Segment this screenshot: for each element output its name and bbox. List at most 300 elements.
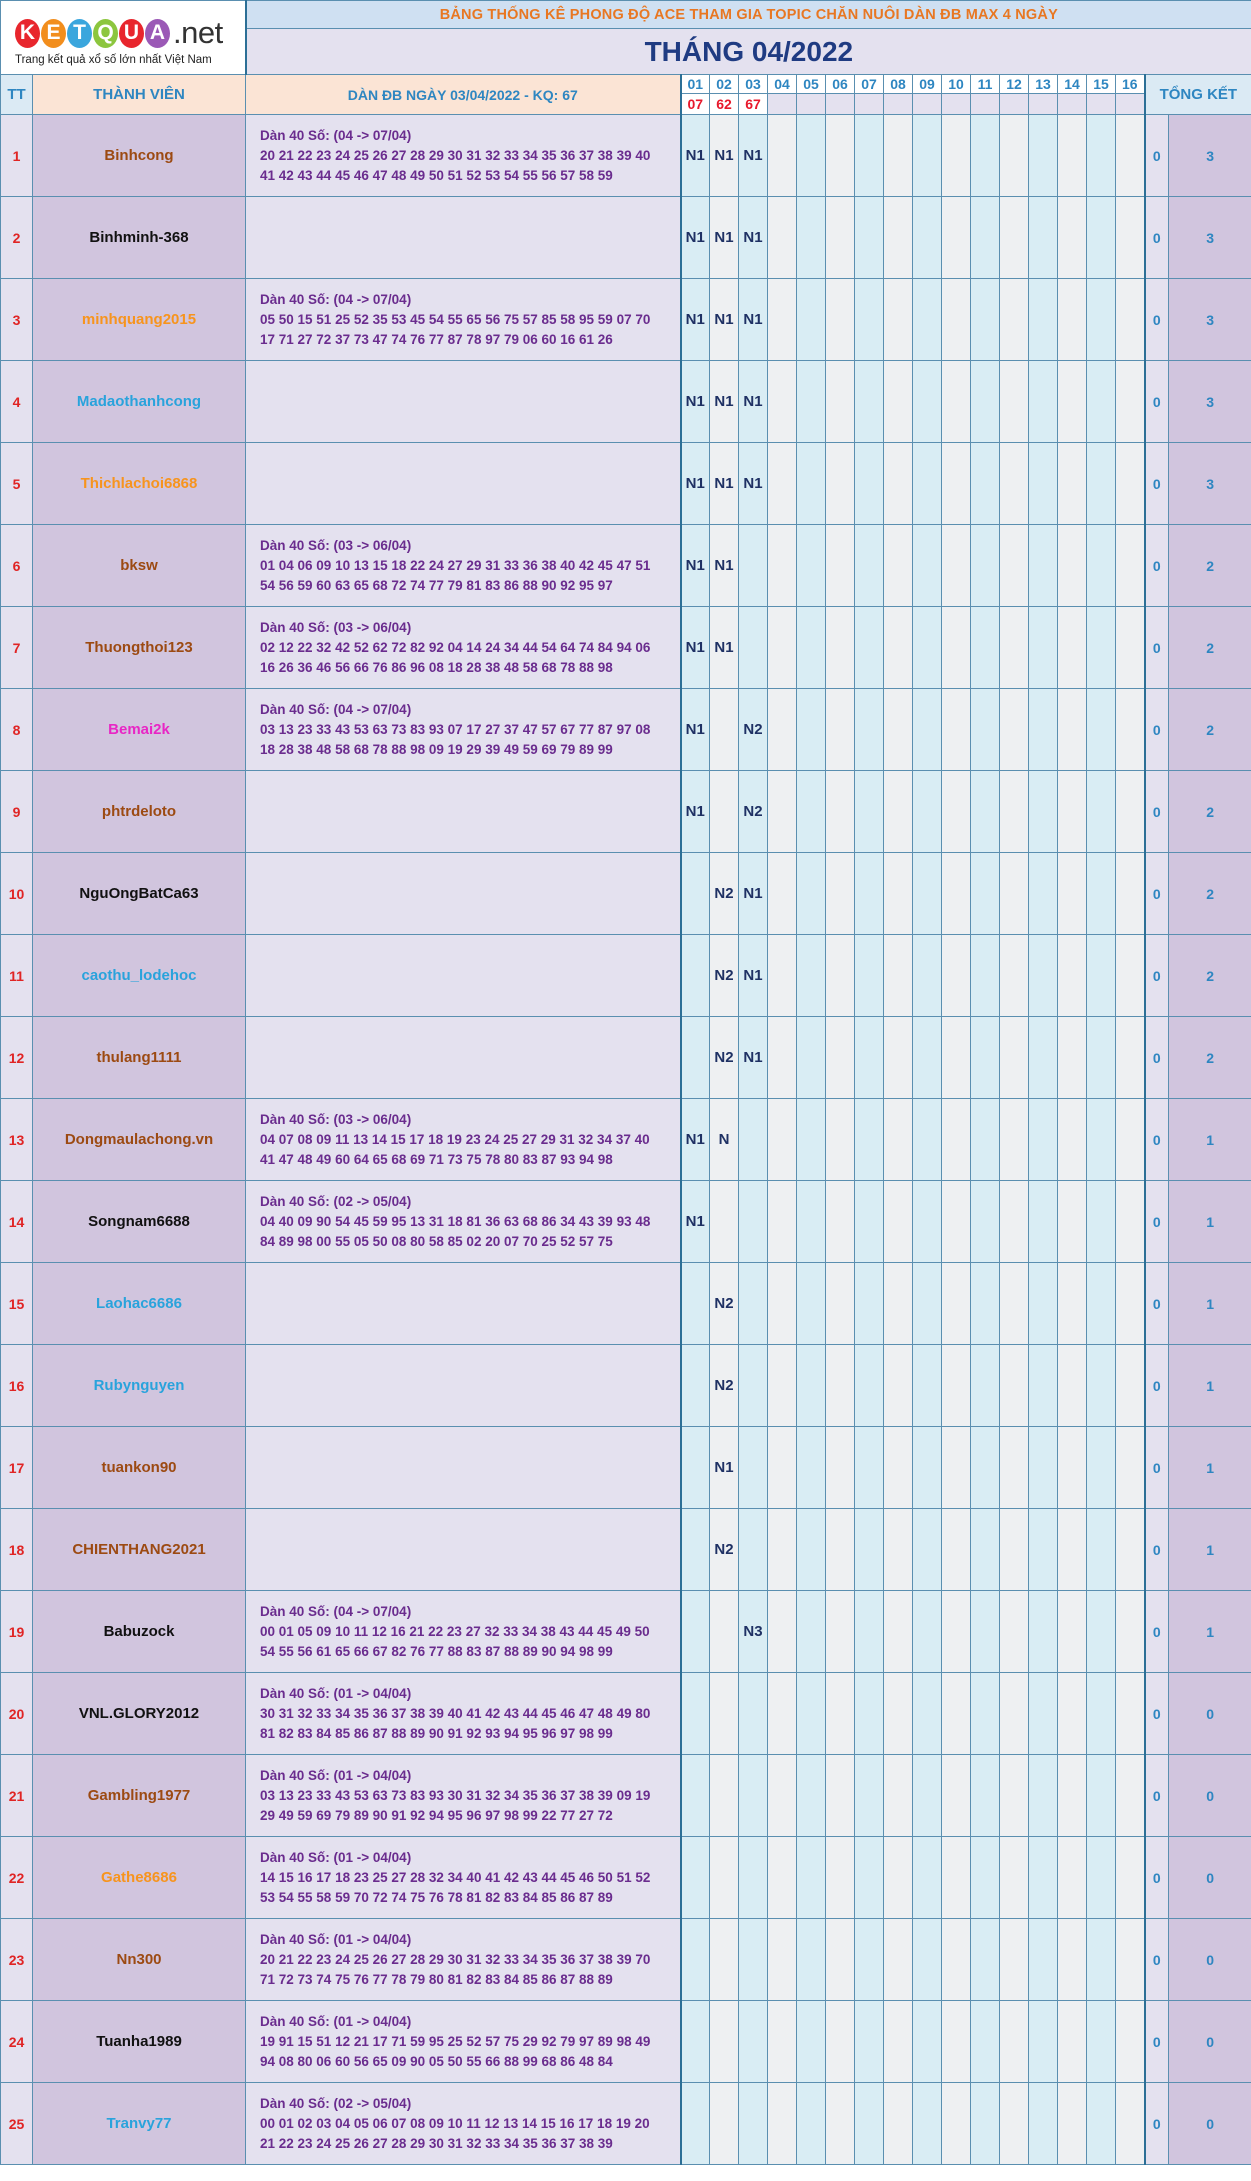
member-name[interactable]: Binhminh-368	[33, 197, 246, 279]
miss-count: 0	[1145, 2001, 1169, 2083]
day-cell	[971, 1263, 1000, 1345]
table-row	[1, 771, 1251, 853]
day-cell	[942, 1837, 971, 1919]
dan-numbers: 71 72 73 74 75 76 77 78 79 80 81 82 83 84 85 86 87 88 89	[260, 1971, 613, 1987]
day-cell	[710, 771, 739, 853]
day-cell	[1000, 361, 1029, 443]
day-cell	[797, 1181, 826, 1263]
day-cell	[826, 1345, 855, 1427]
day-cell	[797, 1673, 826, 1755]
miss-count: 0	[1145, 935, 1169, 1017]
logo-letter-ball: K	[15, 19, 40, 48]
day-cell	[1058, 853, 1087, 935]
dan-numbers: 30 31 32 33 34 35 36 37 38 39 40 41 42 43 44 45 46 47 48 49 80	[260, 1705, 651, 1721]
day-cell	[855, 1427, 884, 1509]
day-cell	[971, 1099, 1000, 1181]
day-cell	[826, 771, 855, 853]
day-header: 13	[1029, 75, 1058, 94]
table-row	[1, 935, 1251, 1017]
day-cell	[1116, 771, 1145, 853]
day-cell	[1000, 853, 1029, 935]
member-name[interactable]: Binhcong	[33, 115, 246, 197]
day-cell	[797, 1263, 826, 1345]
day-cell	[797, 935, 826, 1017]
day-cell	[797, 771, 826, 853]
day-cell	[797, 197, 826, 279]
day-cell	[884, 935, 913, 1017]
day-cell: N1	[681, 689, 710, 771]
member-name[interactable]: VNL.GLORY2012	[33, 1673, 246, 1755]
day-cell	[1058, 771, 1087, 853]
day-cell	[1058, 2083, 1087, 2165]
member-name[interactable]: thulang1111	[33, 1017, 246, 1099]
day-cell	[884, 1837, 913, 1919]
day-cell: N1	[681, 115, 710, 197]
day-result	[884, 94, 913, 115]
day-cell	[1087, 443, 1116, 525]
day-cell	[1000, 2083, 1029, 2165]
day-cell	[826, 1919, 855, 2001]
day-cell: N1	[681, 279, 710, 361]
day-cell: N1	[681, 361, 710, 443]
day-header: 05	[797, 75, 826, 94]
day-cell	[913, 1427, 942, 1509]
day-cell	[855, 1181, 884, 1263]
member-name[interactable]: Dongmaulachong.vn	[33, 1099, 246, 1181]
dan-cell	[246, 279, 681, 361]
day-cell	[1000, 2001, 1029, 2083]
day-cell	[1000, 525, 1029, 607]
day-cell	[913, 607, 942, 689]
miss-count: 0	[1145, 1591, 1169, 1673]
day-cell: N2	[739, 771, 768, 853]
table-row	[1, 525, 1251, 607]
member-name[interactable]: NguOngBatCa63	[33, 853, 246, 935]
table-row	[1, 1017, 1251, 1099]
day-cell	[1087, 1591, 1116, 1673]
day-cell	[1116, 1755, 1145, 1837]
day-cell	[855, 1673, 884, 1755]
member-name[interactable]: Babuzock	[33, 1591, 246, 1673]
day-cell	[1058, 1919, 1087, 2001]
day-cell	[971, 197, 1000, 279]
day-cell: N1	[710, 115, 739, 197]
day-cell	[971, 2001, 1000, 2083]
day-cell	[1029, 197, 1058, 279]
total-count: 1	[1169, 1181, 1251, 1263]
day-header: 07	[855, 75, 884, 94]
miss-count: 0	[1145, 607, 1169, 689]
day-cell	[1116, 197, 1145, 279]
member-name[interactable]: Madaothanhcong	[33, 361, 246, 443]
day-cell	[768, 197, 797, 279]
member-name[interactable]: Gambling1977	[33, 1755, 246, 1837]
day-cell	[1087, 1181, 1116, 1263]
row-index: 9	[1, 771, 33, 853]
table-row	[1, 1591, 1251, 1673]
dan-title: Dàn 40 Số: (01 -> 04/04)	[260, 2013, 412, 2029]
table-row	[1, 2083, 1251, 2165]
day-cell	[855, 361, 884, 443]
table-row	[1, 1181, 1251, 1263]
day-cell	[768, 1181, 797, 1263]
day-cell	[739, 1099, 768, 1181]
day-cell	[1029, 689, 1058, 771]
day-cell	[855, 1591, 884, 1673]
logo-suffix: .net	[173, 15, 223, 50]
day-cell	[1058, 1263, 1087, 1345]
day-cell	[855, 115, 884, 197]
day-cell	[826, 1673, 855, 1755]
day-cell	[768, 1509, 797, 1591]
day-result	[826, 94, 855, 115]
day-cell	[942, 1345, 971, 1427]
row-index: 23	[1, 1919, 33, 2001]
day-cell	[768, 1919, 797, 2001]
day-cell	[681, 1017, 710, 1099]
day-cell	[1087, 853, 1116, 935]
day-cell	[826, 1427, 855, 1509]
day-cell	[1000, 115, 1029, 197]
dan-numbers: 94 08 80 06 60 56 65 09 90 05 50 55 66 88 99 68 86 48 84	[260, 2053, 613, 2069]
day-cell	[1000, 279, 1029, 361]
day-cell	[1058, 115, 1087, 197]
day-cell	[768, 443, 797, 525]
day-cell	[1087, 1427, 1116, 1509]
row-index: 20	[1, 1673, 33, 1755]
miss-count: 0	[1145, 1755, 1169, 1837]
day-cell	[1029, 115, 1058, 197]
day-cell	[1116, 1673, 1145, 1755]
day-cell	[884, 689, 913, 771]
day-cell	[1000, 197, 1029, 279]
day-cell	[942, 1427, 971, 1509]
day-cell	[942, 279, 971, 361]
topic-title: BẢNG THỐNG KÊ PHONG ĐỘ ACE THAM GIA TOPIC CHĂN NUÔI DÀN ĐB MAX 4 NGÀY	[246, 1, 1251, 29]
dan-cell	[246, 1345, 681, 1427]
day-header: 16	[1116, 75, 1145, 94]
day-cell	[681, 2083, 710, 2165]
total-count: 1	[1169, 1509, 1251, 1591]
day-cell	[1116, 853, 1145, 935]
logo-letter-ball: E	[41, 19, 66, 48]
table-row	[1, 1919, 1251, 2001]
day-cell	[855, 853, 884, 935]
day-result	[942, 94, 971, 115]
dan-numbers: 16 26 36 46 56 66 76 86 96 08 18 28 38 48 58 68 78 88 98	[260, 659, 613, 675]
day-cell	[942, 1017, 971, 1099]
day-cell	[942, 2001, 971, 2083]
day-cell	[768, 279, 797, 361]
day-cell: N1	[681, 197, 710, 279]
day-cell: N1	[681, 607, 710, 689]
day-cell	[739, 2001, 768, 2083]
day-cell: N2	[710, 1345, 739, 1427]
day-cell	[768, 1099, 797, 1181]
dan-numbers: 20 21 22 23 24 25 26 27 28 29 30 31 32 33 34 35 36 37 38 39 70	[260, 1951, 651, 1967]
row-index: 4	[1, 361, 33, 443]
day-cell	[797, 525, 826, 607]
day-cell	[1116, 689, 1145, 771]
day-cell: N1	[739, 279, 768, 361]
day-cell	[1029, 1509, 1058, 1591]
col-header-total: TỔNG KẾT	[1145, 75, 1251, 115]
table-row	[1, 279, 1251, 361]
day-cell	[942, 771, 971, 853]
miss-count: 0	[1145, 1099, 1169, 1181]
row-index: 19	[1, 1591, 33, 1673]
day-cell	[971, 853, 1000, 935]
day-cell	[826, 1099, 855, 1181]
row-index: 15	[1, 1263, 33, 1345]
day-cell	[1058, 1427, 1087, 1509]
day-cell	[1087, 1673, 1116, 1755]
day-cell	[884, 1673, 913, 1755]
day-cell	[768, 1591, 797, 1673]
day-cell	[1116, 1919, 1145, 2001]
day-cell	[855, 443, 884, 525]
day-cell	[1087, 1263, 1116, 1345]
miss-count: 0	[1145, 443, 1169, 525]
dan-title: Dàn 40 Số: (04 -> 07/04)	[260, 1603, 412, 1619]
day-header: 04	[768, 75, 797, 94]
day-cell	[1029, 1919, 1058, 2001]
day-cell	[1058, 1099, 1087, 1181]
day-cell	[826, 1509, 855, 1591]
miss-count: 0	[1145, 1017, 1169, 1099]
row-index: 5	[1, 443, 33, 525]
day-cell	[913, 197, 942, 279]
day-cell	[942, 689, 971, 771]
member-name[interactable]: caothu_lodehoc	[33, 935, 246, 1017]
member-name[interactable]: Thichlachoi6868	[33, 443, 246, 525]
miss-count: 0	[1145, 1427, 1169, 1509]
day-header: 12	[1000, 75, 1029, 94]
total-count: 2	[1169, 853, 1251, 935]
dan-cell	[246, 1919, 681, 2001]
day-cell	[826, 279, 855, 361]
day-cell	[826, 853, 855, 935]
member-name[interactable]: Gathe8686	[33, 1837, 246, 1919]
day-cell	[855, 1755, 884, 1837]
day-cell	[971, 1755, 1000, 1837]
total-count: 2	[1169, 1017, 1251, 1099]
dan-numbers: 04 40 09 90 54 45 59 95 13 31 18 81 36 63 68 86 34 43 39 93 48	[260, 1213, 651, 1229]
day-cell	[1029, 771, 1058, 853]
day-cell	[1058, 361, 1087, 443]
day-cell	[1058, 443, 1087, 525]
dan-numbers: 02 12 22 32 42 52 62 72 82 92 04 14 24 34 44 54 64 74 84 94 06	[260, 639, 651, 655]
day-cell	[913, 2083, 942, 2165]
day-header: 03	[739, 75, 768, 94]
member-name[interactable]: Bemai2k	[33, 689, 246, 771]
row-index: 16	[1, 1345, 33, 1427]
day-result: 62	[710, 94, 739, 115]
day-cell	[855, 771, 884, 853]
row-index: 8	[1, 689, 33, 771]
day-cell	[884, 1591, 913, 1673]
day-cell	[1087, 2001, 1116, 2083]
member-name[interactable]: Nn300	[33, 1919, 246, 2001]
total-count: 3	[1169, 279, 1251, 361]
day-cell	[971, 1427, 1000, 1509]
day-cell: N1	[710, 1427, 739, 1509]
member-name[interactable]: Tuanha1989	[33, 2001, 246, 2083]
member-name[interactable]: Rubynguyen	[33, 1345, 246, 1427]
member-name[interactable]: tuankon90	[33, 1427, 246, 1509]
miss-count: 0	[1145, 361, 1169, 443]
day-cell	[855, 2001, 884, 2083]
day-cell	[884, 361, 913, 443]
table-row	[1, 689, 1251, 771]
day-cell	[942, 197, 971, 279]
day-cell	[710, 2001, 739, 2083]
dan-title: Dàn 40 Số: (02 -> 05/04)	[260, 2095, 412, 2111]
day-cell	[826, 2001, 855, 2083]
day-cell	[1087, 935, 1116, 1017]
day-cell	[884, 1919, 913, 2001]
day-cell	[913, 1591, 942, 1673]
day-cell	[1087, 1919, 1116, 2001]
day-cell	[942, 853, 971, 935]
day-cell	[942, 1509, 971, 1591]
day-cell	[1000, 1591, 1029, 1673]
dan-title: Dàn 40 Số: (01 -> 04/04)	[260, 1685, 412, 1701]
row-index: 2	[1, 197, 33, 279]
day-cell	[942, 1919, 971, 2001]
day-cell: N1	[710, 197, 739, 279]
day-cell	[913, 1181, 942, 1263]
day-cell	[739, 2083, 768, 2165]
day-cell	[826, 361, 855, 443]
day-cell	[884, 771, 913, 853]
day-cell	[797, 689, 826, 771]
member-name[interactable]: phtrdeloto	[33, 771, 246, 853]
day-header: 06	[826, 75, 855, 94]
table-row	[1, 197, 1251, 279]
day-cell	[884, 279, 913, 361]
day-cell	[1058, 1181, 1087, 1263]
day-cell: N1	[710, 443, 739, 525]
total-count: 1	[1169, 1345, 1251, 1427]
dan-numbers: 01 04 06 09 10 13 15 18 22 24 27 29 31 33 36 38 40 42 45 47 51	[260, 557, 651, 573]
col-header-tt: TT	[1, 75, 33, 115]
day-cell	[884, 115, 913, 197]
day-cell	[826, 1263, 855, 1345]
day-cell	[1116, 115, 1145, 197]
miss-count: 0	[1145, 689, 1169, 771]
logo-tagline: Trang kết quả xổ số lớn nhất Việt Nam	[15, 54, 212, 66]
member-name[interactable]: bksw	[33, 525, 246, 607]
day-cell	[942, 1263, 971, 1345]
day-cell	[826, 1755, 855, 1837]
dan-title: Dàn 40 Số: (04 -> 07/04)	[260, 701, 412, 717]
row-index: 22	[1, 1837, 33, 1919]
day-result	[971, 94, 1000, 115]
total-count: 1	[1169, 1263, 1251, 1345]
day-cell	[942, 607, 971, 689]
day-cell	[710, 689, 739, 771]
day-cell: N1	[739, 361, 768, 443]
day-cell	[884, 2001, 913, 2083]
day-cell	[826, 2083, 855, 2165]
day-cell	[1087, 197, 1116, 279]
ketqua-logo[interactable]	[15, 15, 223, 51]
day-cell	[971, 1591, 1000, 1673]
day-cell	[739, 1673, 768, 1755]
dan-numbers: 54 55 56 61 65 66 67 82 76 77 88 83 87 88 89 90 94 98 99	[260, 1643, 613, 1659]
day-header: 08	[884, 75, 913, 94]
member-name[interactable]: Tranvy77	[33, 2083, 246, 2165]
dan-numbers: 14 15 16 17 18 23 25 27 28 32 34 40 41 42 43 44 45 46 50 51 52	[260, 1869, 651, 1885]
miss-count: 0	[1145, 1837, 1169, 1919]
logo-letter-ball: A	[145, 19, 170, 48]
day-cell	[1029, 525, 1058, 607]
day-cell: N3	[739, 1591, 768, 1673]
member-name[interactable]: Thuongthoi123	[33, 607, 246, 689]
day-cell	[739, 1837, 768, 1919]
member-name[interactable]: minhquang2015	[33, 279, 246, 361]
day-result	[1116, 94, 1145, 115]
table-row	[1, 1345, 1251, 1427]
day-cell	[1029, 935, 1058, 1017]
day-cell	[826, 1017, 855, 1099]
day-cell	[681, 1263, 710, 1345]
day-cell	[855, 1345, 884, 1427]
member-name[interactable]: Songnam6688	[33, 1181, 246, 1263]
total-count: 1	[1169, 1591, 1251, 1673]
total-count: 0	[1169, 1919, 1251, 2001]
total-count: 0	[1169, 1755, 1251, 1837]
day-cell	[710, 1181, 739, 1263]
member-name[interactable]: Laohac6686	[33, 1263, 246, 1345]
dan-numbers: 05 50 15 51 25 52 35 53 45 54 55 65 56 75 57 85 58 95 59 07 70	[260, 311, 651, 327]
logo-letter-ball: T	[67, 19, 92, 48]
day-cell: N1	[681, 443, 710, 525]
day-header: 15	[1087, 75, 1116, 94]
day-cell	[826, 1837, 855, 1919]
logo-letter-ball: U	[119, 19, 144, 48]
logo-letter-ball: Q	[93, 19, 118, 48]
dan-cell	[246, 525, 681, 607]
dan-numbers: 54 56 59 60 63 65 68 72 74 77 79 81 83 86 88 90 92 95 97	[260, 577, 613, 593]
dan-cell	[246, 1017, 681, 1099]
day-cell	[1029, 1755, 1058, 1837]
day-cell	[710, 1755, 739, 1837]
member-name[interactable]: CHIENTHANG2021	[33, 1509, 246, 1591]
miss-count: 0	[1145, 2083, 1169, 2165]
miss-count: 0	[1145, 1673, 1169, 1755]
dan-cell	[246, 935, 681, 1017]
miss-count: 0	[1145, 771, 1169, 853]
day-cell	[971, 361, 1000, 443]
day-cell	[1058, 935, 1087, 1017]
day-cell	[942, 525, 971, 607]
day-cell	[1029, 361, 1058, 443]
day-cell: N1	[681, 771, 710, 853]
day-cell	[1058, 1755, 1087, 1837]
day-cell	[913, 853, 942, 935]
day-cell	[768, 1427, 797, 1509]
day-cell	[942, 361, 971, 443]
day-cell	[739, 1919, 768, 2001]
row-index: 13	[1, 1099, 33, 1181]
dan-cell	[246, 771, 681, 853]
dan-numbers: 29 49 59 69 79 89 90 91 92 94 95 96 97 98 99 22 77 27 72	[260, 1807, 613, 1823]
day-cell	[1000, 1837, 1029, 1919]
day-cell	[797, 1919, 826, 2001]
dan-title: Dàn 40 Số: (01 -> 04/04)	[260, 1849, 412, 1865]
